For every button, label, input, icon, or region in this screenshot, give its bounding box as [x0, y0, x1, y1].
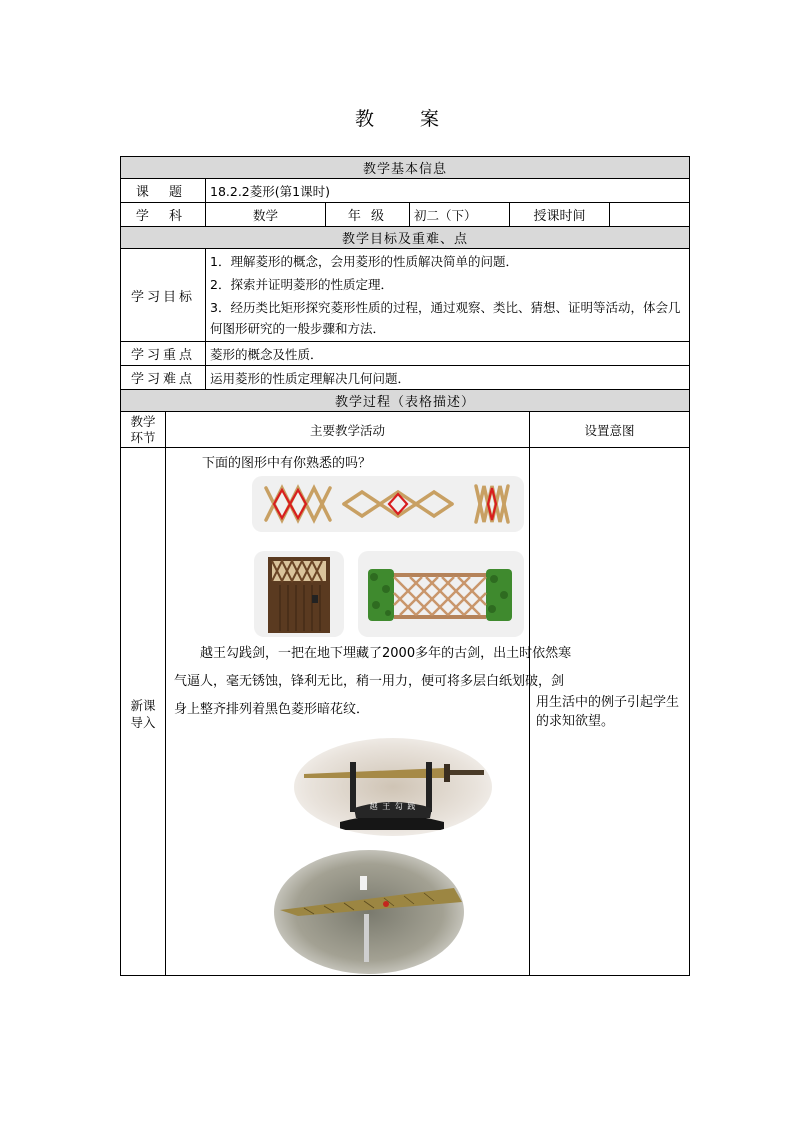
sword-blade-closeup-image — [274, 850, 464, 974]
key-label: 学习重点 — [121, 342, 206, 366]
intro-question: 下面的图形中有你熟悉的吗？ — [202, 456, 372, 471]
fence-image-card — [358, 551, 524, 637]
difficulty-value: 运用菱形的性质定理解决几何问题． — [206, 366, 690, 390]
lesson-plan-table — [120, 156, 690, 976]
subject-value: 数学 — [206, 203, 326, 227]
activity-cell — [166, 448, 572, 976]
objective-item: 2．探索并证明菱形的性质定理． — [210, 277, 393, 292]
topic-value: 18.2.2菱形(第1课时) — [206, 179, 690, 203]
objective-item: 3．经历类比矩形探究菱形性质的过程，通过观察、类比、猜想、证明等活动，体会几何图形研究的一般步骤和方法． — [210, 300, 681, 336]
grade-value: 初二（下） — [410, 203, 510, 227]
lattice-image-card — [252, 476, 524, 532]
activity-column-header: 主要教学活动 — [166, 412, 530, 448]
time-label: 授课时间 — [510, 203, 610, 227]
difficulty-label: 学习难点 — [121, 366, 206, 390]
stage-column-header: 教学环节 — [121, 412, 166, 448]
sword-stand-inscription: 越 王 勾 践 — [369, 802, 417, 811]
door-image-card — [254, 551, 344, 637]
sword-stand-image — [294, 738, 492, 836]
subject-label: 学 科 — [121, 203, 206, 227]
topic-label: 课 题 — [121, 179, 206, 203]
time-value — [610, 203, 690, 227]
rhombus-lattice-image — [252, 476, 524, 532]
lattice-fence-image — [358, 551, 524, 637]
stage-cell: 新课导入 — [121, 448, 166, 976]
objective-label: 学习目标 — [121, 249, 206, 342]
section-process: 教学过程（表格描述） — [121, 390, 690, 412]
section-basic-info: 教学基本信息 — [121, 157, 690, 179]
section-goals: 教学目标及重难、点 — [121, 227, 690, 249]
intent-cell: 用生活中的例子引起学生的求知欲望。 — [530, 448, 690, 976]
grade-label: 年 级 — [326, 203, 410, 227]
lattice-door-image — [254, 551, 344, 637]
intent-column-header: 设置意图 — [530, 412, 690, 448]
sword-story: 越王勾践剑，一把在地下埋藏了2000多年的古剑，出土时依然寒气逼人，毫无锈蚀，锋利无比，稍一用力，便可将多层白纸划破，剑身上整齐排列着黑色菱形暗花纹． — [174, 646, 572, 717]
key-value: 菱形的概念及性质． — [206, 342, 690, 366]
objective-item: 1．理解菱形的概念，会用菱形的性质解决简单的问题． — [210, 254, 518, 269]
objective-list — [206, 249, 690, 342]
page-title: 教 案 — [354, 108, 460, 130]
